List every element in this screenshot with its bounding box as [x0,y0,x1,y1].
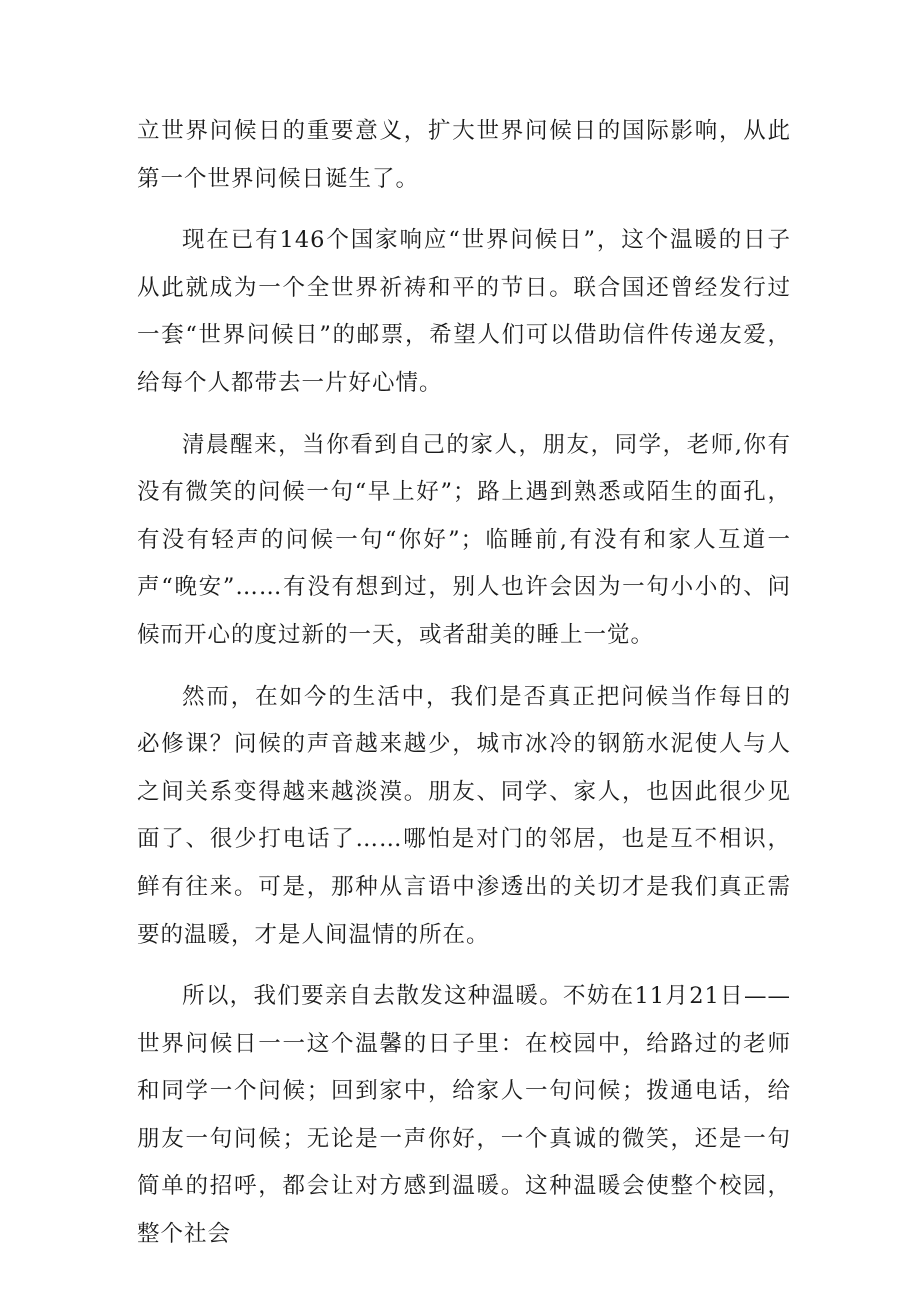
paragraph: 然而，在如今的生活中，我们是否真正把问候当作每日的必修课？问候的声音越来越少，城市冰冷的钢筋水泥使人与人之间关系变得越来越淡漠。朋友、同学、家人，也因此很少见面了、很少打电话了……哪怕是对门的邻居，也是互不相识，鲜有往来。可是，那种从言语中渗透出的关切才是我们真正需要的温暖，才是人间温情的所在。 [137,683,791,948]
paragraph: 现在已有146个国家响应“世界问候日”，这个温暖的日子从此就成为一个全世界祈祷和平的节日。联合国还曾经发行过一套“世界问候日”的邮票，希望人们可以借助信件传递友爱，给每个人都带去一片好心情。 [137,227,791,396]
paragraph-continued: 立世界问候日的重要意义，扩大世界问候日的国际影响，从此第一个世界问候日诞生了。 [137,118,791,192]
paragraph: 清晨醒来，当你看到自己的家人，朋友，同学，老师,你有没有微笑的问候一句“早上好”；路上遇到熟悉或陌生的面孔，有没有轻声的问候一句“你好”；临睡前,有没有和家人互道一声“晚安”……有没有想到过，别人也许会因为一句小小的、问候而开心的度过新的一天，或者甜美的睡上一觉。 [137,431,791,648]
paragraph: 所以，我们要亲自去散发这种温暖。不妨在11月21日——世界问候日一一这个温馨的日子里：在校园中，给路过的老师和同学一个问候；回到家中，给家人一句问候；拨通电话，给朋友一句问候；无论是一声你好，一个真诚的微笑，还是一句简单的招呼，都会让对方感到温暖。这种温暖会使整个校园，整个社会 [137,983,791,1248]
document-body [137,108,791,1273]
